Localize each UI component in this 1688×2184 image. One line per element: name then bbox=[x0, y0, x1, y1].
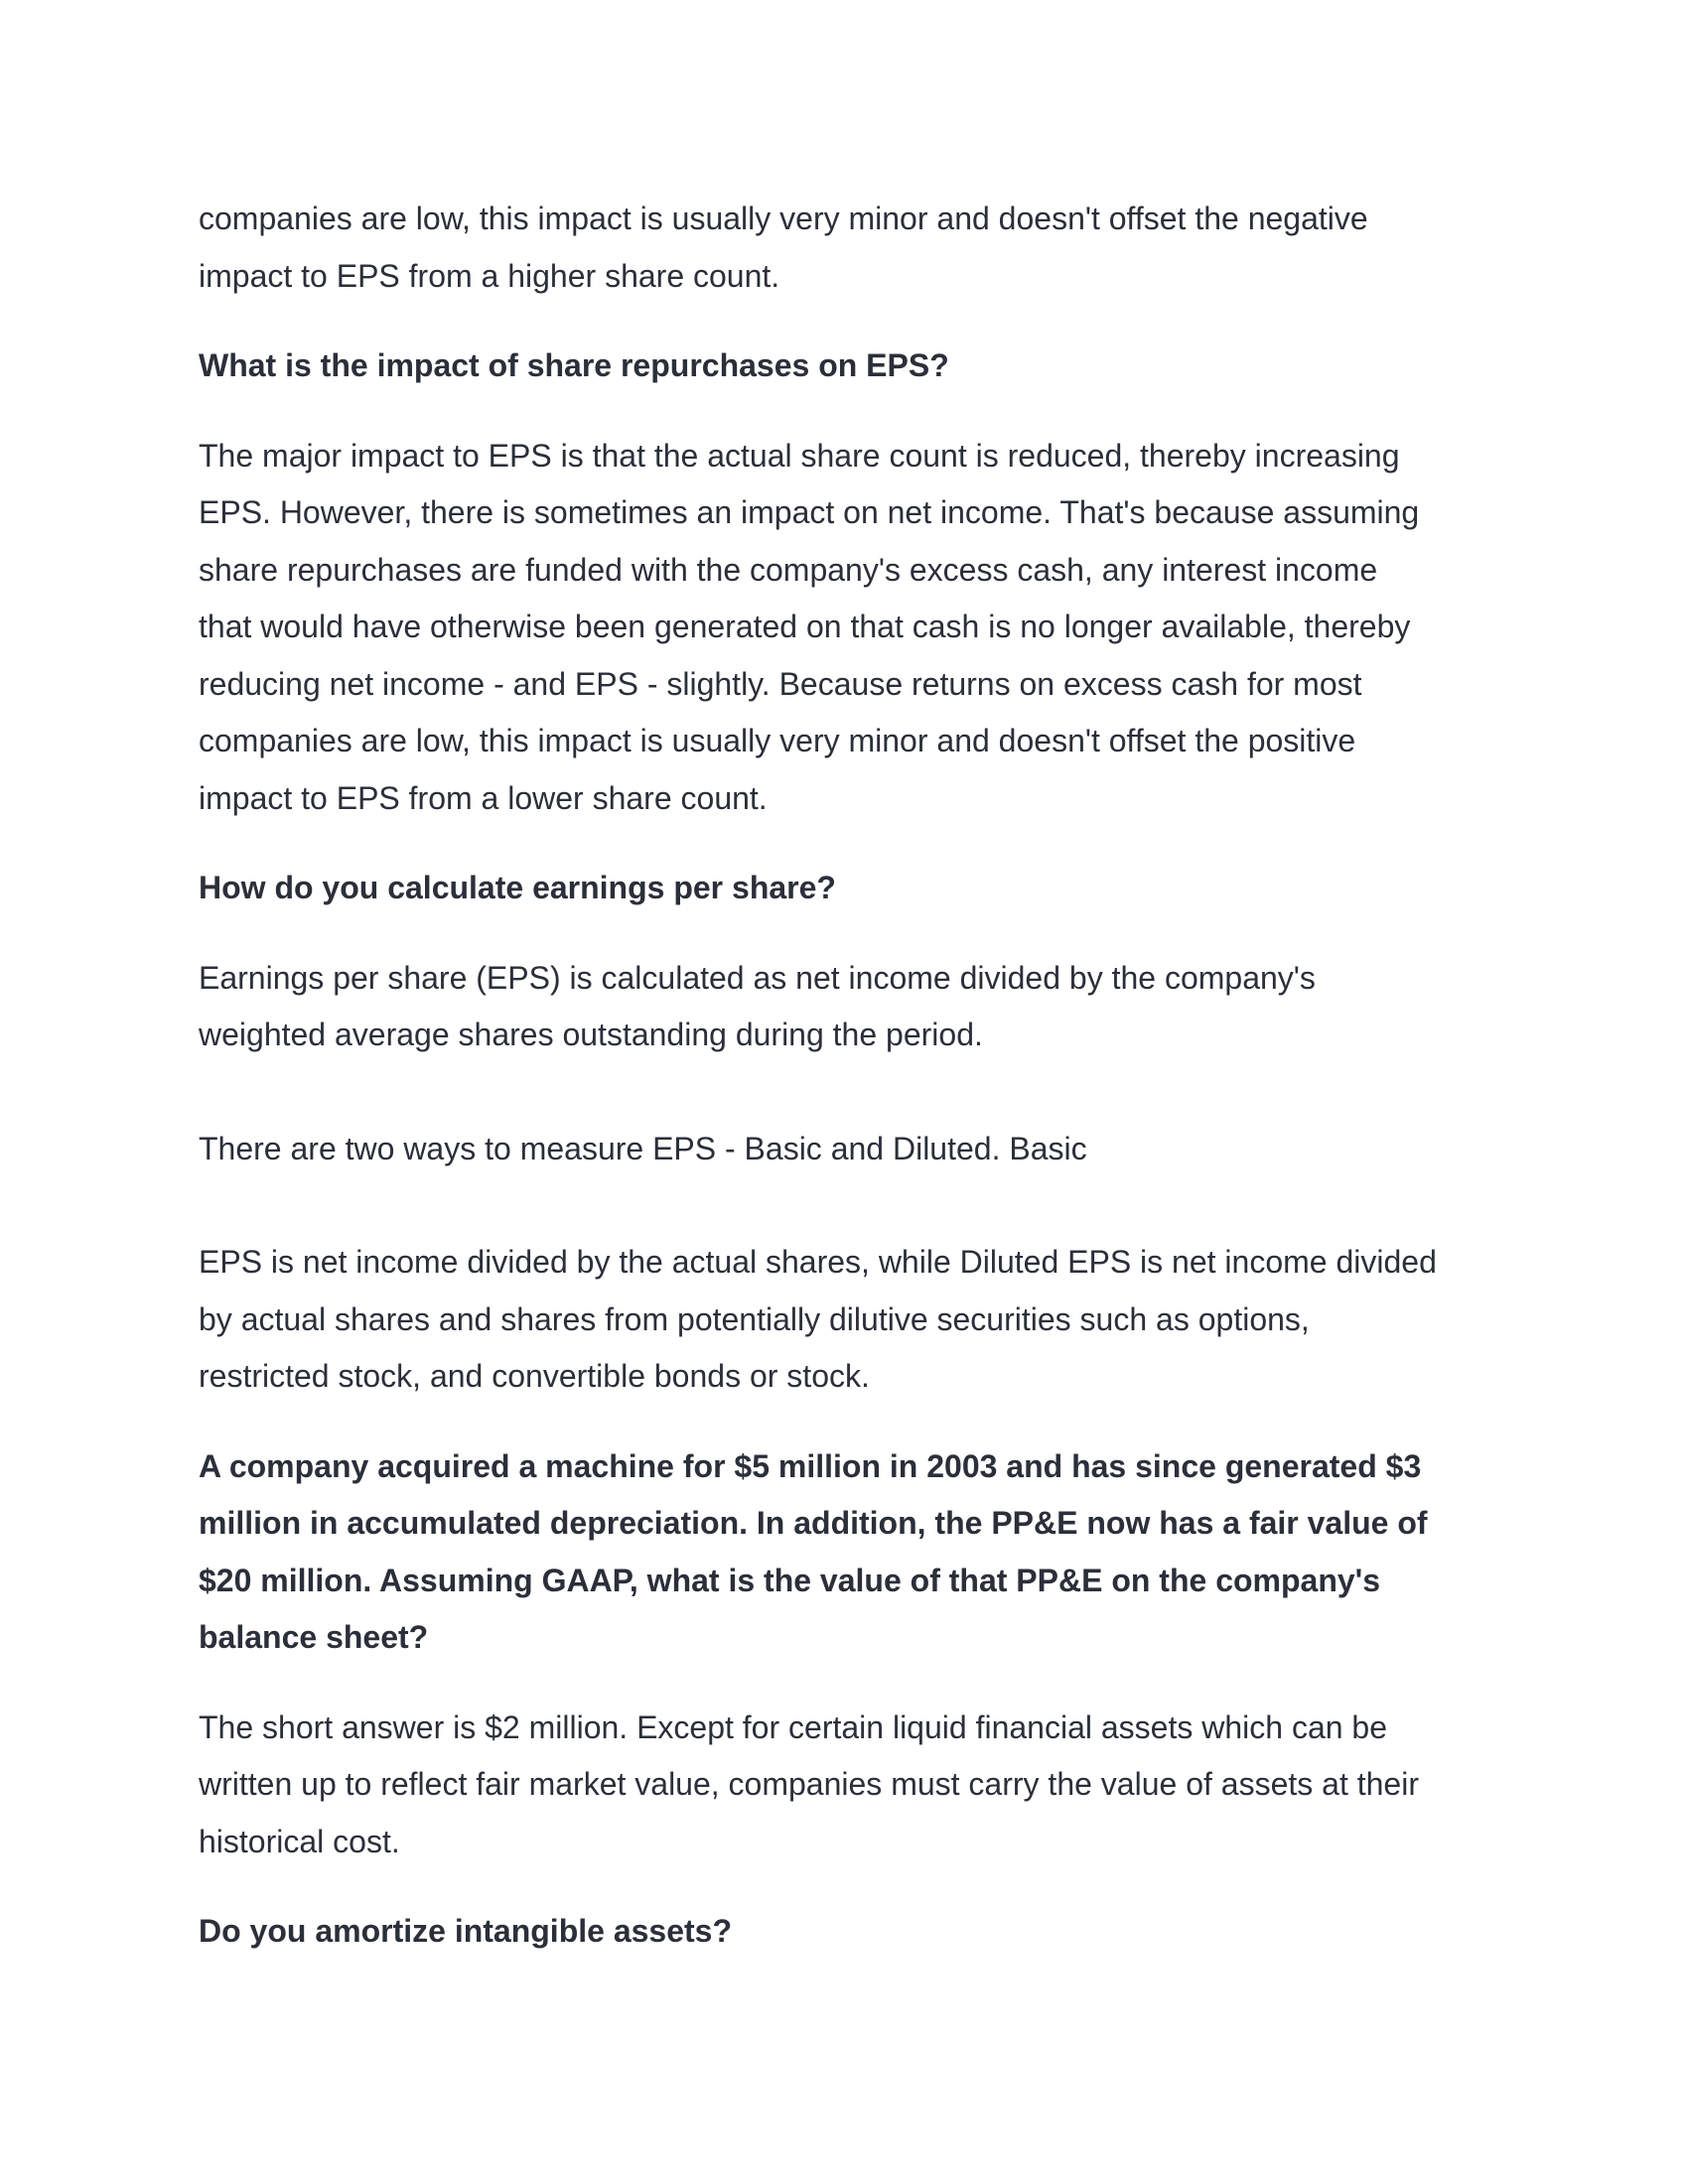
line: EPS. However, there is sometimes an impact on net income. That's because assuming bbox=[199, 494, 1420, 530]
line: There are two ways to measure EPS - Basic and Diluted. Basic bbox=[199, 1130, 1087, 1166]
line: EPS is net income divided by the actual shares, while Diluted EPS is net income divided bbox=[199, 1244, 1437, 1280]
line: written up to reflect fair market value, companies must carry the value of assets at their bbox=[199, 1766, 1419, 1802]
line: $20 million. Assuming GAAP, what is the value of that PP&E on the company's bbox=[199, 1562, 1381, 1598]
line: reducing net income - and EPS - slightly. Because returns on excess cash for most bbox=[199, 665, 1362, 702]
question-ppe-value bbox=[199, 1438, 1499, 1667]
line: weighted average shares outstanding during the period. bbox=[199, 1017, 983, 1052]
line: by actual shares and shares from potentially dilutive securities such as options, bbox=[199, 1300, 1310, 1337]
line: A company acquired a machine for $5 million in 2003 and has since generated $3 bbox=[199, 1447, 1422, 1484]
line: share repurchases are funded with the company's excess cash, any interest income bbox=[199, 551, 1378, 588]
answer-ppe-value bbox=[199, 1700, 1499, 1871]
document-page bbox=[199, 191, 1499, 1961]
line: Earnings per share (EPS) is calculated as net income divided by the company's bbox=[199, 959, 1316, 996]
line: Do you amortize intangible assets? bbox=[199, 1913, 732, 1949]
question-calculate-eps bbox=[199, 860, 1499, 917]
question-amortize-intangibles bbox=[199, 1903, 1499, 1961]
line: What is the impact of share repurchases on EPS? bbox=[199, 347, 949, 383]
line: historical cost. bbox=[199, 1823, 400, 1859]
line: impact to EPS from a higher share count. bbox=[199, 257, 780, 294]
line: impact to EPS from a lower share count. bbox=[199, 779, 768, 816]
line: The major impact to EPS is that the actual share count is reduced, thereby increasing bbox=[199, 437, 1400, 474]
line: that would have otherwise been generated on that cash is no longer available, thereby bbox=[199, 609, 1411, 644]
line: companies are low, this impact is usually very minor and doesn't offset the positive bbox=[199, 723, 1356, 758]
answer-share-repurchases bbox=[199, 428, 1499, 828]
paragraph-continuation bbox=[199, 191, 1499, 305]
line: companies are low, this impact is usually very minor and doesn't offset the negative bbox=[199, 201, 1368, 236]
paragraph-eps-measures bbox=[199, 1121, 1499, 1178]
line: The short answer is $2 million. Except for certain liquid financial assets which can be bbox=[199, 1708, 1388, 1745]
line: restricted stock, and convertible bonds or stock. bbox=[199, 1358, 870, 1394]
paragraph-basic-diluted bbox=[199, 1234, 1499, 1406]
line: million in accumulated depreciation. In addition, the PP&E now has a fair value of bbox=[199, 1505, 1428, 1541]
answer-calculate-eps bbox=[199, 950, 1499, 1064]
line: How do you calculate earnings per share? bbox=[199, 870, 836, 905]
line: balance sheet? bbox=[199, 1619, 429, 1655]
question-share-repurchases bbox=[199, 338, 1499, 395]
